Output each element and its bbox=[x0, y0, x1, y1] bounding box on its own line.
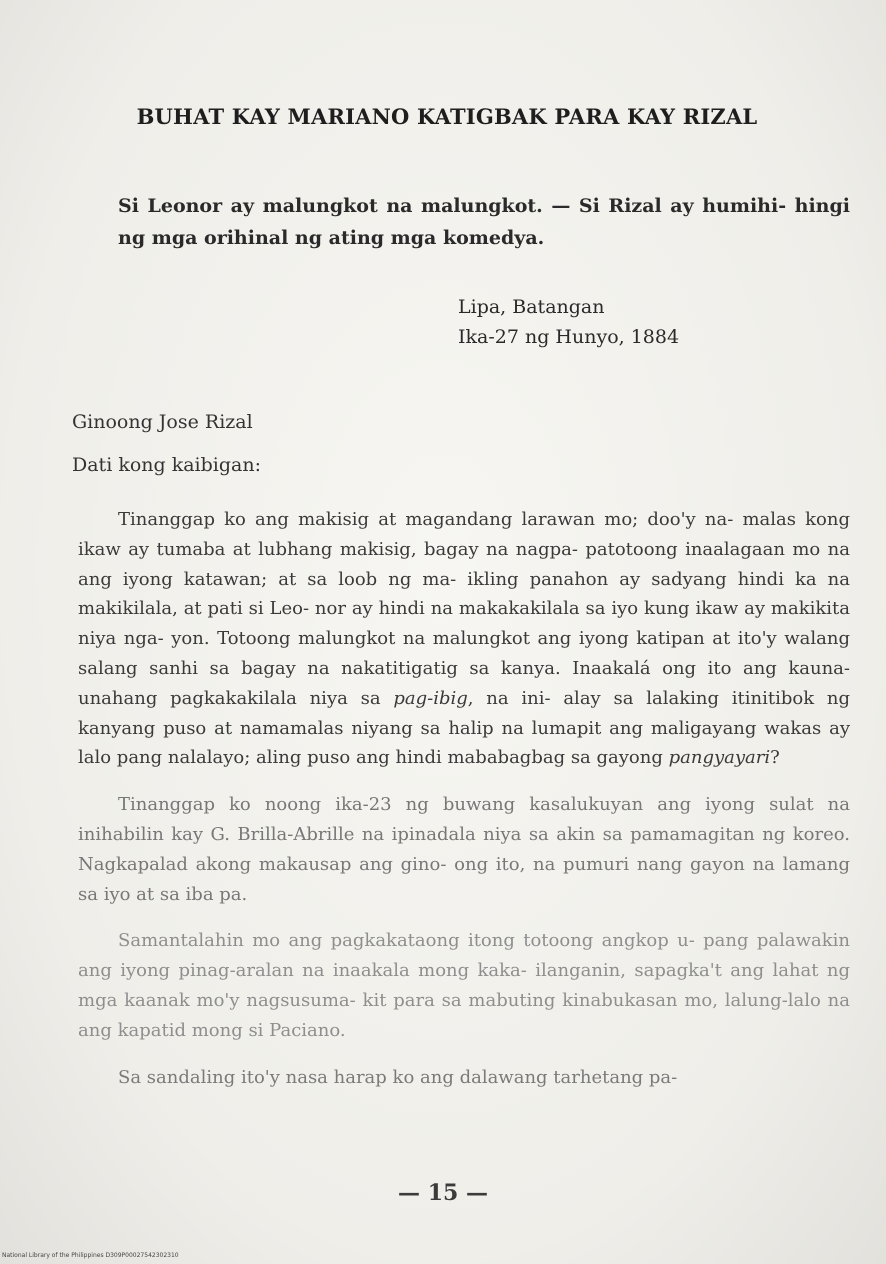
letter-title: BUHAT KAY MARIANO KATIGBAK PARA KAY RIZAL bbox=[136, 104, 758, 129]
paragraph-1-emphasis-pag-ibig: pag-ibig bbox=[393, 687, 468, 709]
paragraph-1-text-b: , na ini- alay sa lalaking itinitibok ng kanyang puso at namamalas niyang sa halip na lumapit ang maligayang wakas ay lalo pang nalalayo; aling puso ang hindi mababagbag sa gayong bbox=[78, 687, 850, 769]
paragraph-1 bbox=[78, 505, 850, 773]
letter-summary: Si Leonor ay malungkot na malungkot. — Si Rizal ay humihi- hingi ng mga orihinal ng ating mga komedya. bbox=[118, 195, 850, 249]
paragraph-1-emphasis-pangyayari: pangyayari bbox=[668, 747, 771, 769]
paragraph-3: Samantalahin mo ang pagkakataong itong totoong angkop u- pang palawakin ang iyong pinag-aralan na inaakala mong kaka- ilanganin, sapagka't ang lahat ng mga kaanak mo'y nagsusuma- kit para sa mabuting kinabukasan mo, lalung-lalo na ang kapatid mong si Paciano. bbox=[78, 930, 850, 1041]
dateline bbox=[458, 292, 679, 352]
letter-body bbox=[78, 505, 850, 1109]
paragraph-1-text-c: ? bbox=[770, 747, 780, 769]
greeting: Dati kong kaibigan: bbox=[72, 454, 261, 476]
dateline-place: Lipa, Batangan bbox=[458, 296, 605, 318]
footer-credit: National Library of the Philippines D309P00027542302310 bbox=[2, 1252, 179, 1259]
paragraph-2: Tinanggap ko noong ika-23 ng buwang kasalukuyan ang iyong sulat na inihabilin kay G. Brilla-Abrille na ipinadala niya sa akin sa pamamagitan ng koreo. Nagkapalad akong makausap ang gino- ong ito, na pumuri nang gayon na lamang sa iyo at sa iba pa. bbox=[78, 794, 850, 905]
page-number: — 15 — bbox=[398, 1180, 488, 1206]
salutation: Ginoong Jose Rizal bbox=[72, 411, 253, 433]
dateline-date: Ika-27 ng Hunyo, 1884 bbox=[458, 326, 680, 348]
paragraph-4: Sa sandaling ito'y nasa harap ko ang dalawang tarhetang pa- bbox=[118, 1066, 678, 1088]
paragraph-1-text-a: Tinanggap ko ang makisig at magandang larawan mo; doo'y na- malas kong ikaw ay tumaba at lubhang makisig, bagay na nagpa- patotoong inaalagaan mo na ang iyong katawan; at sa loob ng ma- ikling panahon ay sadyang hindi ka na makikilala, at pati si Leo- nor ay hindi na makakakilala sa iyo kung ikaw ay makikita niya nga- yon. Totoong malungkot na malungkot ang iyong katipan at ito'y walang salang sanhi sa bagay na nakatitigatig sa kanya. Inaakalá ong ito ang kauna-unahang pagkakakilala niya sa bbox=[78, 509, 850, 709]
